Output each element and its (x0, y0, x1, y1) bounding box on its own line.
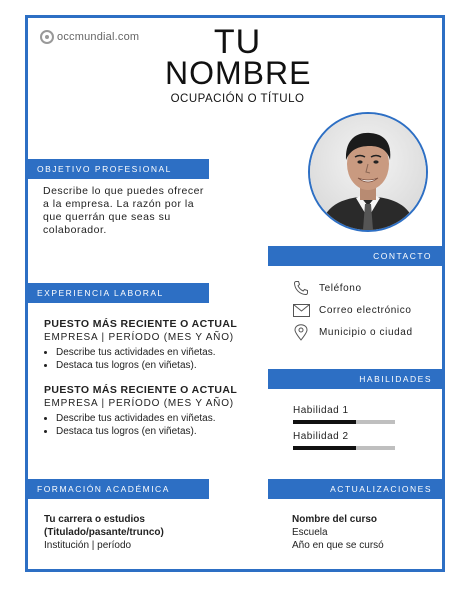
objective-line: Describe lo que puedes ofrecer (43, 185, 204, 197)
job-bullet: • Describe tus actividades en viñetas. (56, 412, 254, 425)
name-line-2: NOMBRE (165, 55, 312, 91)
objective-line: a la empresa. La razón por la (43, 198, 195, 210)
skill-item (293, 405, 395, 424)
job-bullet: • Destaca tus logros (en viñetas). (56, 425, 254, 438)
contact-location (292, 324, 413, 340)
skill-label: Habilidad 2 (293, 431, 349, 442)
job-title: PUESTO MÁS RECIENTE O ACTUAL (44, 384, 238, 396)
contact-header: CONTACTO (268, 246, 442, 266)
name-line-1: TU (213, 23, 262, 61)
update-entry (292, 513, 432, 552)
phone-icon (292, 280, 310, 296)
job-entry (44, 318, 254, 372)
job-bullet: • Describe tus actividades en viñetas. (56, 346, 254, 359)
skills-header: HABILIDADES (268, 369, 442, 389)
education-institution: Institución | período (44, 540, 132, 551)
location-pin-icon (292, 324, 310, 340)
contact-email-label: Correo electrónico (319, 304, 412, 316)
objective-line: colaborador. (43, 224, 107, 236)
job-entry (44, 384, 254, 438)
experience-header: EXPERIENCIA LABORAL (28, 283, 209, 303)
objective-line: que querrán que seas su (43, 211, 171, 223)
skill-bar-track (293, 420, 395, 424)
job-bullets (44, 412, 254, 438)
skill-bar-fill (293, 446, 356, 450)
contact-email (292, 302, 412, 318)
skill-bar-fill (293, 420, 356, 424)
job-bullet: • Destaca tus logros (en viñetas). (56, 359, 254, 372)
skill-bar-track (293, 446, 395, 450)
objective-header: OBJETIVO PROFESIONAL (28, 159, 209, 179)
objective-text (43, 185, 213, 237)
contact-location-label: Municipio o ciudad (319, 326, 413, 338)
skill-label: Habilidad 1 (293, 405, 349, 416)
job-title: PUESTO MÁS RECIENTE O ACTUAL (44, 318, 238, 330)
update-year: Año en que se cursó (292, 540, 384, 551)
updates-header: ACTUALIZACIONES (268, 479, 442, 499)
job-bullets (44, 346, 254, 372)
job-company-period: EMPRESA | PERÍODO (MES Y AÑO) (44, 398, 234, 409)
contact-phone-label: Teléfono (319, 282, 362, 294)
education-degree: Tu carrera o estudios (44, 514, 145, 525)
contact-phone (292, 280, 362, 296)
education-entry (44, 513, 244, 552)
job-company-period: EMPRESA | PERÍODO (MES Y AÑO) (44, 332, 234, 343)
education-header: FORMACIÓN ACADÉMICA (28, 479, 209, 499)
update-course: Nombre del curso (292, 514, 378, 525)
skill-item (293, 431, 395, 450)
target-icon (40, 30, 54, 44)
profile-photo (308, 112, 428, 232)
mail-icon (292, 302, 310, 318)
education-status: (Titulado/pasante/trunco) (44, 527, 164, 538)
occupation-title: OCUPACIÓN O TÍTULO (170, 93, 305, 105)
update-school: Escuela (292, 527, 328, 538)
brand-logo[interactable] (40, 30, 139, 44)
logo-text: occmundial.com (57, 31, 140, 43)
